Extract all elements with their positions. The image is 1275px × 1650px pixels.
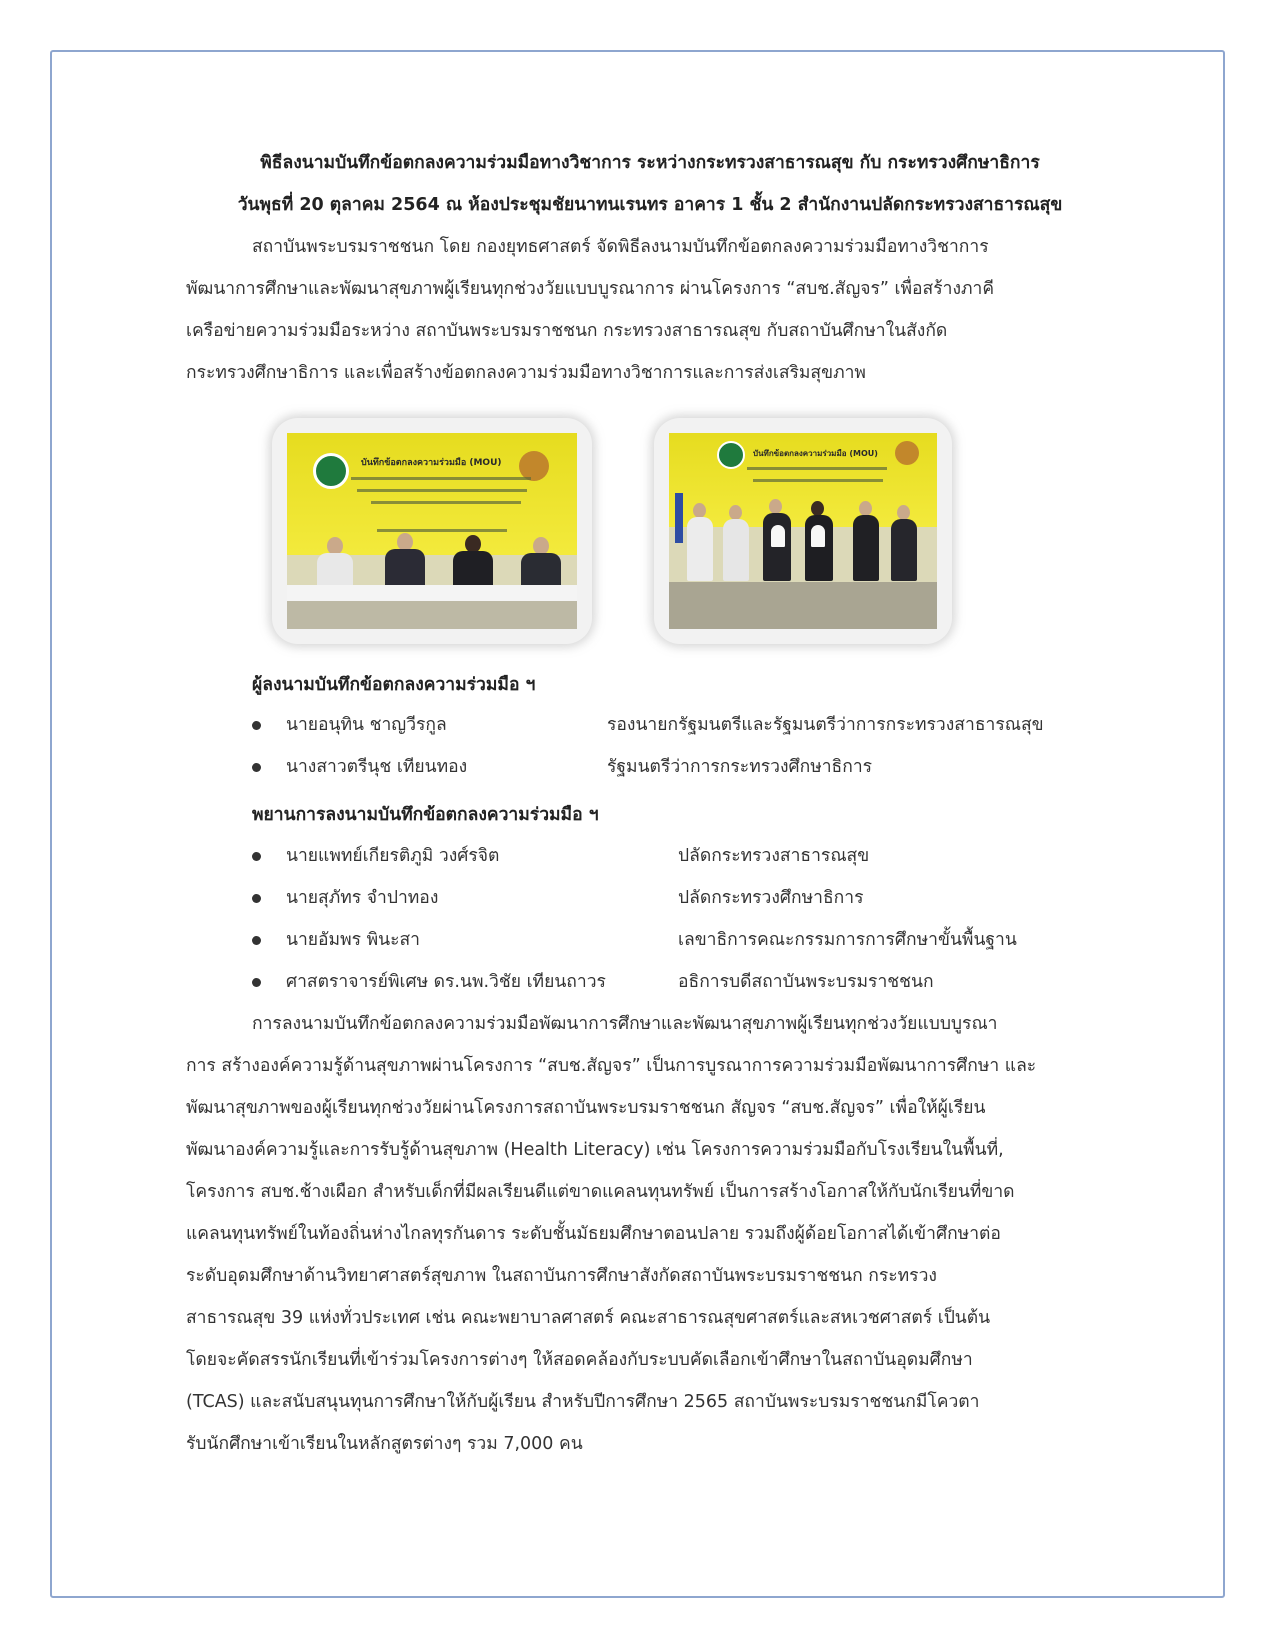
body-line: รับนักศึกษาเข้าเรียนในหลักสูตรต่างๆ รวม 7,000 คน <box>186 1434 583 1454</box>
document-title: พิธีลงนามบันทึกข้อตกลงความร่วมมือทางวิชาการ ระหว่างกระทรวงสาธารณสุข กับ กระทรวงศึกษาธิการ <box>260 153 1040 173</box>
photo-image <box>287 433 577 629</box>
person-head <box>897 505 910 520</box>
person <box>453 551 493 589</box>
body-line: แคลนทุนทรัพย์ในท้องถิ่นห่างไกลทุรกันดาร ระดับชั้นมัธยมศึกษาตอนปลาย รวมถึงผู้ด้อยโอกาสได้เข้าศึกษาต่อ <box>186 1224 1001 1244</box>
bullet-icon <box>252 721 261 730</box>
photo-image <box>669 433 937 629</box>
mou-document <box>771 525 785 547</box>
banner-text-line <box>377 529 507 532</box>
person-head <box>811 501 824 516</box>
person <box>317 553 353 589</box>
photo-signing-table <box>272 418 592 644</box>
person <box>521 553 561 589</box>
person <box>723 519 749 581</box>
signer-role: รองนายกรัฐมนตรีและรัฐมนตรีว่าการกระทรวงสาธารณสุข <box>607 715 1044 735</box>
document-subtitle: วันพุธที่ 20 ตุลาคม 2564 ณ ห้องประชุมชัยนาทนเรนทร อาคาร 1 ชั้น 2 สำนักงานปลัดกระทรวงสาธารณสุข <box>237 195 1063 215</box>
witness-name: นายอัมพร พินะสา <box>286 930 420 950</box>
witness-name: ศาสตราจารย์พิเศษ ดร.นพ.วิชัย เทียนถาวร <box>286 972 606 992</box>
ministry-logo-icon <box>717 441 745 469</box>
body-line: พัฒนาสุขภาพของผู้เรียนทุกช่วงวัยผ่านโครงการสถาบันพระบรมราชชนก สัญจร “สบช.สัญจร” เพื่อให้ผู้เรียน <box>186 1098 986 1118</box>
bullet-icon <box>252 763 261 772</box>
signers-heading: ผู้ลงนามบันทึกข้อตกลงความร่วมมือ ฯ <box>252 675 536 695</box>
bullet-icon <box>252 894 261 903</box>
banner-caption: บันทึกข้อตกลงความร่วมมือ (MOU) <box>753 449 878 458</box>
witnesses-heading: พยานการลงนามบันทึกข้อตกลงความร่วมมือ ฯ <box>252 805 599 825</box>
person-head <box>693 503 706 518</box>
ministry-logo-icon <box>313 453 349 489</box>
witness-role: เลขาธิการคณะกรรมการการศึกษาขั้นพื้นฐาน <box>678 930 1017 950</box>
witness-name: นายสุภัทร จำปาทอง <box>286 888 439 908</box>
person <box>385 549 425 589</box>
person <box>763 513 791 581</box>
banner-text-line <box>371 501 521 504</box>
witness-role: ปลัดกระทรวงศึกษาธิการ <box>678 888 864 908</box>
body-line: การลงนามบันทึกข้อตกลงความร่วมมือพัฒนาการศึกษาและพัฒนาสุขภาพผู้เรียนทุกช่วงวัยแบบบูรณา <box>252 1014 998 1034</box>
banner-text-line <box>747 467 887 470</box>
body-line: ระดับอุดมศึกษาด้านวิทยาศาสตร์สุขภาพ ในสถาบันการศึกษาสังกัดสถาบันพระบรมราชชนก กระทรวง <box>186 1266 937 1286</box>
photo-group-mou <box>654 418 952 644</box>
body-line: สาธารณสุข 39 แห่งทั่วประเทศ เช่น คณะพยาบาลศาสตร์ คณะสาธารณสุขศาสตร์และสหเวชศาสตร์ เป็นต้น <box>186 1308 991 1328</box>
bullet-icon <box>252 978 261 987</box>
person-head <box>769 499 782 514</box>
intro-line: เครือข่ายความร่วมมือระหว่าง สถาบันพระบรมราชชนก กระทรวงสาธารณสุข กับสถาบันศึกษาในสังกัด <box>186 321 948 341</box>
mou-document <box>811 525 825 547</box>
person-head <box>859 501 872 516</box>
banner-text-line <box>351 477 531 480</box>
signer-name: นางสาวตรีนุช เทียนทอง <box>286 757 468 777</box>
banner-text-line <box>357 489 527 492</box>
bullet-icon <box>252 936 261 945</box>
signing-table <box>287 585 577 601</box>
signer-role: รัฐมนตรีว่าการกระทรวงศึกษาธิการ <box>607 757 873 777</box>
body-line: การ สร้างองค์ความรู้ด้านสุขภาพผ่านโครงการ “สบช.สัญจร” เป็นการบูรณาการความร่วมมือพัฒนาการศึกษา และ <box>186 1056 1037 1076</box>
body-line: โดยจะคัดสรรนักเรียนที่เข้าร่วมโครงการต่างๆ ให้สอดคล้องกับระบบคัดเลือกเข้าศึกษาในสถาบันอุดมศึกษา <box>186 1350 973 1370</box>
intro-line: กระทรวงศึกษาธิการ และเพื่อสร้างข้อตกลงความร่วมมือทางวิชาการและการส่งเสริมสุขภาพ <box>186 363 866 383</box>
person <box>853 515 879 581</box>
body-line: พัฒนาองค์ความรู้และการรับรู้ด้านสุขภาพ (Health Literacy) เช่น โครงการความร่วมมือกับโรงเรียนในพื้นที่, <box>186 1140 1004 1160</box>
education-emblem-icon <box>895 441 919 465</box>
person-head <box>729 505 742 520</box>
intro-line: พัฒนาการศึกษาและพัฒนาสุขภาพผู้เรียนทุกช่วงวัยแบบบูรณาการ ผ่านโครงการ “สบช.สัญจร” เพื่อสร้างภาคี <box>186 279 995 299</box>
body-line: โครงการ สบช.ช้างเผือก สำหรับเด็กที่มีผลเรียนดีแต่ขาดแคลนทุนทรัพย์ เป็นการสร้างโอกาสให้กับนักเรียนที่ขาด <box>186 1182 1015 1202</box>
banner-text-line <box>753 479 883 482</box>
banner-caption: บันทึกข้อตกลงความร่วมมือ (MOU) <box>361 458 502 468</box>
witness-role: ปลัดกระทรวงสาธารณสุข <box>678 846 870 866</box>
signer-name: นายอนุทิน ชาญวีรกูล <box>286 715 447 735</box>
floor <box>669 582 937 629</box>
body-line: (TCAS) และสนับสนุนทุนการศึกษาให้กับผู้เรียน สำหรับปีการศึกษา 2565 สถาบันพระบรมราชชนกมีโควตา <box>186 1392 980 1412</box>
flag <box>675 493 683 543</box>
witness-role: อธิการบดีสถาบันพระบรมราชชนก <box>678 972 934 992</box>
bullet-icon <box>252 852 261 861</box>
witness-name: นายแพทย์เกียรติภูมิ วงศ์รจิต <box>286 846 500 866</box>
intro-line: สถาบันพระบรมราชชนก โดย กองยุทธศาสตร์ จัดพิธีลงนามบันทึกข้อตกลงความร่วมมือทางวิชาการ <box>252 237 989 257</box>
person <box>891 519 917 581</box>
person <box>687 517 713 581</box>
